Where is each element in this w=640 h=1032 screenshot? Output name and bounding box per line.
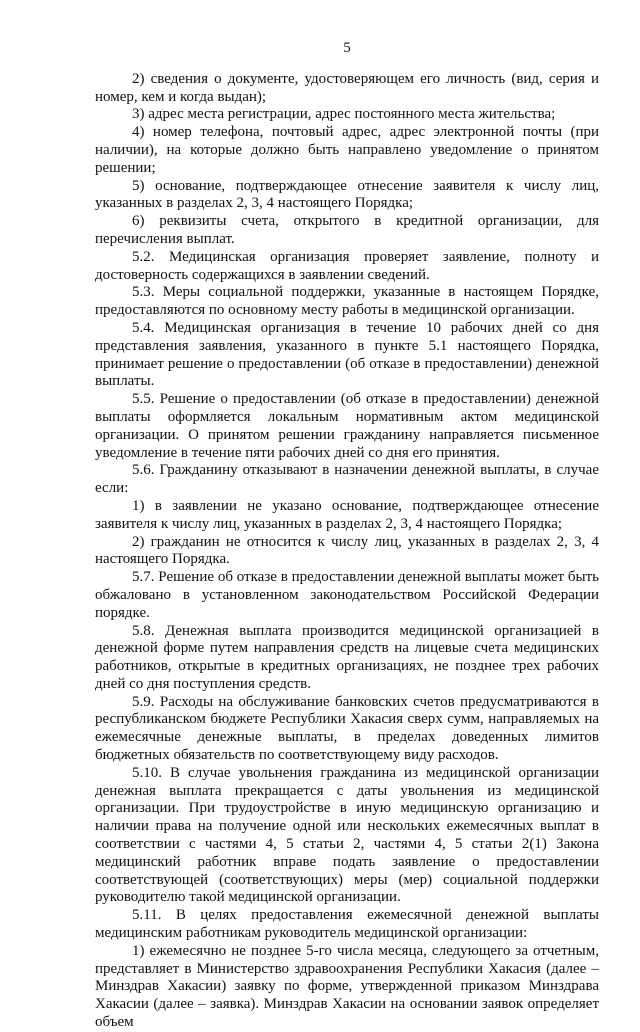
paragraph-item-4: 4) номер телефона, почтовый адрес, адрес электронной почты (при наличии), на которые должно быть направлено уведомление о принятом решении; [95, 124, 599, 176]
paragraph-5-2: 5.2. Медицинская организация проверяет заявление, полноту и достоверность содержащихся в заявлении сведений. [95, 248, 599, 283]
paragraph-5-11: 5.11. В целях предоставления ежемесячной денежной выплаты медицинским работникам руководитель медицинской организации: [95, 907, 599, 942]
document-body [95, 71, 599, 1032]
paragraph-item-2: 2) сведения о документе, удостоверяющем его личность (вид, серия и номер, кем и когда выдан); [95, 70, 599, 105]
paragraph-5-5: 5.5. Решение о предоставлении (об отказе в предоставлении) денежной выплаты оформляется локальным нормативным актом медицинской организации. О принятом решении гражданину направляется письменное уведомление в течение пяти рабочих дней со дня его принятия. [95, 391, 599, 461]
page-number: 5 [343, 40, 351, 56]
paragraph-5-11-item-1: 1) ежемесячно не позднее 5-го числа месяца, следующего за отчетным, представляет в Министерство здравоохранения Республики Хакасия (далее – Минздрав Хакасии) заявку по форме, утвержденной приказом Минздрава Хакасии (далее – заявка). Минздрав Хакасии на основании заявок определяет объем [95, 942, 599, 1031]
paragraph-5-6-item-1: 1) в заявлении не указано основание, подтверждающее отнесение заявителя к числу лиц, указанных в разделах 2, 3, 4 настоящего Порядка; [95, 497, 599, 532]
paragraph-5-4: 5.4. Медицинская организация в течение 10 рабочих дней со дня представления заявления, указанного в пункте 5.1 настоящего Порядка, принимает решение о предоставлении (об отказе в предоставлении) денежной выплаты. [95, 319, 599, 390]
paragraph-item-3: 3) адрес места регистрации, адрес постоянного места жительства; [132, 106, 556, 123]
paragraph-5-3: 5.3. Меры социальной поддержки, указанные в настоящем Порядке, предоставляются по основному месту работы в медицинской организации. [95, 284, 599, 319]
paragraph-5-6-item-2: 2) гражданин не относится к числу лиц, указанных в разделах 2, 3, 4 настоящего Порядка. [95, 533, 599, 568]
paragraph-5-7: 5.7. Решение об отказе в предоставлении денежной выплаты может быть обжаловано в установленном законодательством Российской Федерации порядке. [95, 569, 599, 621]
paragraph-5-8: 5.8. Денежная выплата производится медицинской организацией в денежной форме путем направления средств на лицевые счета медицинских работников, открытые в кредитных организациях, не позднее трех рабочих дней со дня поступления средств. [95, 622, 599, 692]
paragraph-5-6: 5.6. Гражданину отказывают в назначении денежной выплаты, в случае если: [95, 462, 599, 497]
paragraph-5-9: 5.9. Расходы на обслуживание банковских счетов предусматриваются в республиканском бюджете Республики Хакасия сверх сумм, направляемых на ежемесячные денежные выплаты, в пределах доведенных лимитов бюджетных обязательств по соответствующему виду расходов. [95, 693, 599, 764]
paragraph-5-10: 5.10. В случае увольнения гражданина из медицинской организации денежная выплата прекращается с даты увольнения из медицинской организации. При трудоустройстве в иную медицинскую организацию и наличии права на получение одной или нескольких ежемесячных выплат в соответствии с частями 4, 5 статьи 2, частями 4, 5 статьи 2(1) Закона медицинский работник вправе подать заявление о предоставлении соответствующей (соответствующих) меры (мер) социальной поддержки руководителю такой медицинской организации. [95, 764, 599, 906]
paragraph-item-5: 5) основание, подтверждающее отнесение заявителя к числу лиц, указанных в разделах 2, 3, 4 настоящего Порядка; [95, 177, 599, 212]
paragraph-item-6: 6) реквизиты счета, открытого в кредитной организации, для перечисления выплат. [95, 213, 599, 247]
